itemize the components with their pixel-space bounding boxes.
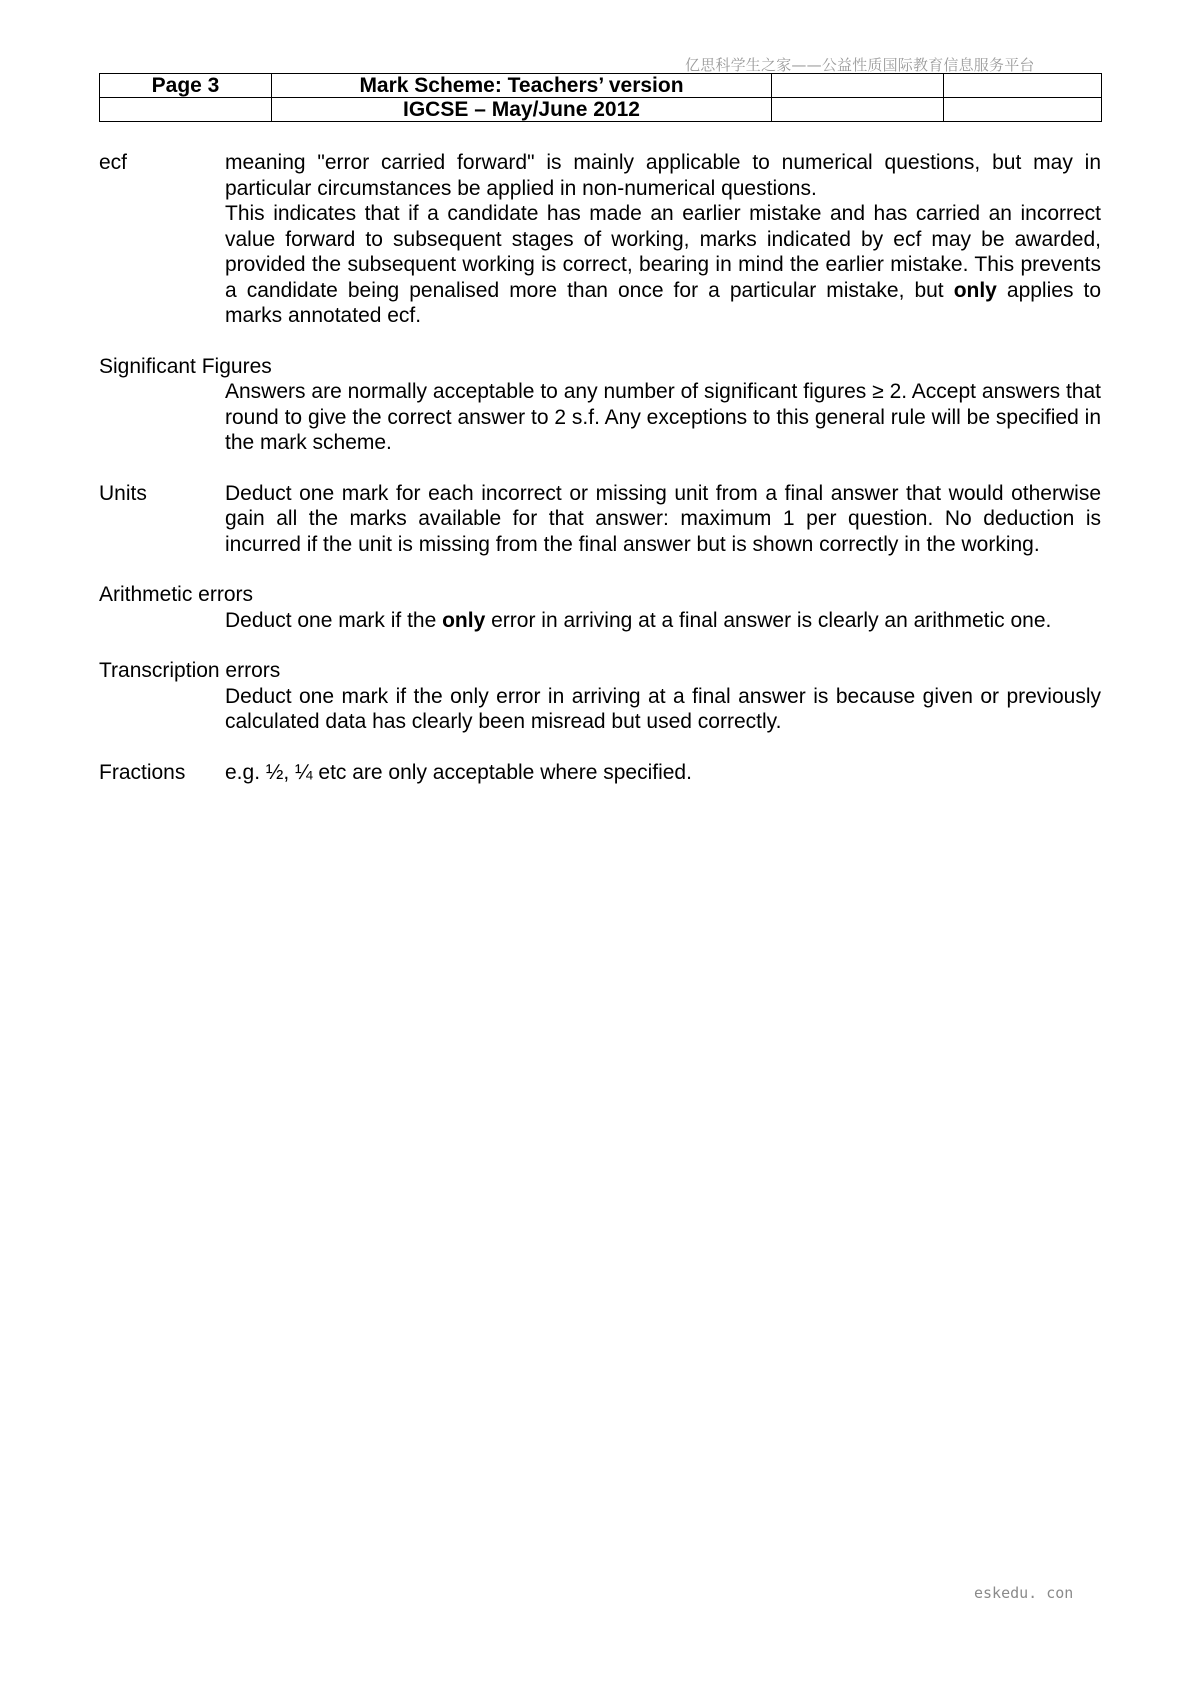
term-fractions: Fractions: [99, 760, 186, 784]
header-empty-cell: [100, 98, 272, 122]
header-empty-cell: [772, 74, 944, 98]
arithmetic-text: Deduct one mark if the: [225, 608, 443, 632]
header-table: [99, 73, 1102, 122]
entry-ecf: [99, 150, 1101, 329]
arithmetic-text-end: error in arriving at a final answer is clearly an arithmetic one.: [485, 608, 1052, 632]
watermark-text: 亿思科学生之家——公益性质国际教育信息服务平台: [685, 56, 1035, 74]
entry-fractions: [99, 760, 1101, 786]
footer-site-text: eskedu. con: [974, 1584, 1074, 1602]
term-transcription-errors: Transcription errors: [99, 659, 281, 682]
exam-session: IGCSE – May/June 2012: [272, 98, 772, 122]
fractions-text: e.g. ½, ¼ etc are only acceptable where specified.: [225, 760, 692, 784]
transcription-errors-description: [225, 684, 1101, 735]
entry-transcription-errors: [99, 658, 1101, 735]
transcription-errors-text: Deduct one mark if the only error in arriving at a final answer is because given or previously calculated data has clearly been misread but used correctly.: [225, 684, 1101, 733]
entry-significant-figures: [99, 354, 1101, 456]
ecf-paragraph-2: [225, 201, 1101, 329]
term-ecf: ecf: [99, 151, 128, 174]
ecf-description: [225, 150, 1101, 329]
header-empty-cell: [944, 98, 1102, 122]
units-description: [225, 481, 1101, 558]
ecf-text: This indicates that if a candidate has made an earlier mistake and has carried an incorrect value forward to subsequent stages of working, marks indicated by ecf may be awarded, provided the subsequent working is correct, bearing in mind the earlier mistake. This prevents a candidate being penalised more than once for a particular mistake, but: [225, 202, 1101, 302]
term-units: Units: [99, 481, 147, 505]
entry-units: [99, 481, 1101, 558]
header-empty-cell: [944, 74, 1102, 98]
document-title: Mark Scheme: Teachers’ version: [272, 74, 772, 98]
units-text: Deduct one mark for each incorrect or missing unit from a final answer that would otherwise gain all the marks available for that answer: maximum 1 per question. No deduction is incurred if the unit is missing from the final answer but is shown correctly in the working.: [225, 481, 1101, 556]
page-label: Page 3: [100, 74, 272, 98]
ecf-paragraph-1: meaning "error carried forward" is mainly applicable to numerical questions, but may in particular circumstances be applied in non-numerical questions.: [225, 151, 1101, 200]
ecf-text-end: applies to marks annotated ecf.: [225, 278, 1101, 327]
header-row-2: [100, 98, 1102, 122]
arithmetic-errors-text: [225, 608, 1101, 634]
header-empty-cell: [772, 98, 944, 122]
significant-figures-text: Answers are normally acceptable to any number of significant figures ≥ 2. Accept answers that round to give the correct answer to 2 s.f. Any exceptions to this general rule will be specified in the mark scheme.: [225, 380, 1101, 454]
term-significant-figures: Significant Figures: [99, 354, 272, 378]
entry-arithmetic-errors: [99, 582, 1101, 633]
significant-figures-description: [225, 379, 1101, 456]
arithmetic-errors-description: [225, 608, 1101, 634]
fractions-description: [225, 760, 1101, 786]
header-row-1: [100, 74, 1102, 98]
mark-scheme-notes: [99, 150, 1101, 810]
term-arithmetic-errors: Arithmetic errors: [99, 583, 254, 606]
arithmetic-emphasis: only: [442, 608, 486, 632]
ecf-emphasis: only: [953, 278, 997, 302]
